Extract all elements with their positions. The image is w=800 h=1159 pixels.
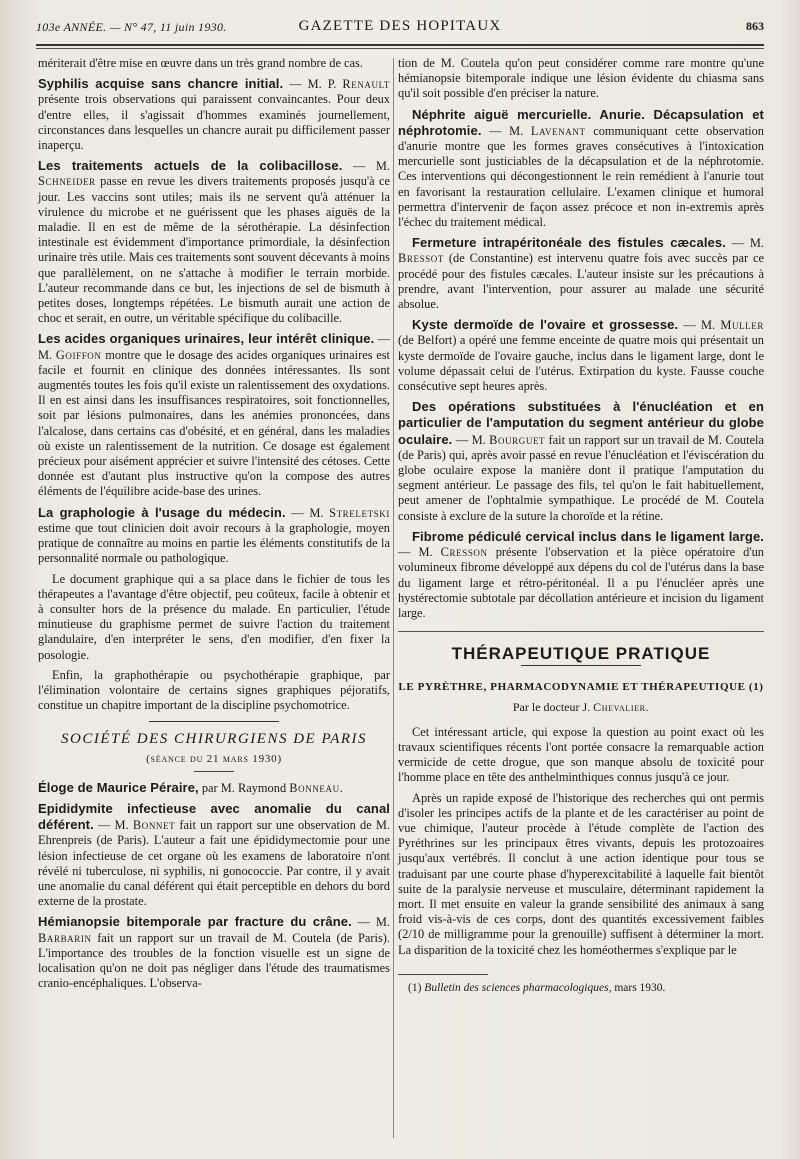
issue-info: 103e ANNÉE. — N° 47, 11 juin 1930.	[36, 20, 227, 34]
article-fibrome	[398, 529, 764, 621]
footnote-source: Bulletin des sciences pharmacologiques,	[424, 981, 612, 994]
article-body: fait un rapport sur un travail de M. Coutela (de Paris) qui, après avoir passé en revue l'énucléation et l'éviscération du globe oculaire expose la manière dont il pratique l'amputation du segment antérieur. Le passage des fils, tel qu'on le fait habituellement, peut amener de l'ophtalmie sympathique. Le procédé de M. Coutela consiste à exclure de la suture la choroïde et la rétine.	[398, 432, 764, 523]
author-name: Barbarin	[38, 930, 92, 945]
article-heading: Hémianopsie bitemporale par fracture du crâne.	[38, 914, 352, 930]
byline: — M.	[342, 159, 390, 174]
byline: — M. P.	[283, 77, 343, 92]
author-name: Streletski	[329, 505, 390, 520]
article-body: estime que tout clinicien doit avoir recours à la graphologie, moyen pratique de connaître au moins en partie les éléments constitutifs de la personnalité normale ou pathologique.	[38, 520, 390, 566]
author-name: Renault	[342, 77, 390, 92]
article-body: montre que le dosage des acides organiques urinaires est facile et fournit en clinique des données intéressantes. Ils sont augmentés toutes les fois qu'il existe un ralentissement des oxydations. Il en est ainsi dans les insuffisances respiratoires, soit fonctionnelles, soit par lésions pulmonaires, dans les anémies prononcées, dans l'alcalose, dans certains cas d'obésité, et en général, dans les maladies où existe un ralentissement de la nutrition. Ce dosage est également précieux pour aisément apprécier et suivre l'intensité des cétoses. Cette donnée est d'autant plus instructive qu'on la compose des autres éléments de l'équilibre acide-base des urines.	[38, 347, 391, 499]
footnote-number: (1)	[408, 981, 425, 994]
article-heading: Kyste dermoïde de l'ovaire et grossesse.	[412, 317, 679, 333]
article-heading: Syphilis acquise sans chancre initial.	[38, 76, 284, 92]
article-body: (de Belfort) a opéré une femme enceinte de quatre mois qui présentait un kyste dermoïde de l'ovaire gauche, inclus dans le ligament large, dont le volume dépassait celui de l'utérus. Extirpation du kyste. Fausse couche consécutive sept heures après.	[398, 333, 764, 394]
byline: — M.	[351, 915, 391, 930]
article-body: présente l'observation et la pièce opératoire d'un volumineux fibrome développé aux dépens du col de l'utérus dans la base du ligament large et rétro-péritonéal. Il a pu l'énucléer après une hystérectomie subtotale par décollation antérieure et incision du ligament large.	[398, 545, 764, 620]
article-title: LE PYRÈTHRE, PHARMACODYNAMIE ET THÉRAPEUTIQUE (1)	[398, 681, 764, 694]
article-body: fait un rapport sur un travail de M. Coutela (de Paris). L'importance des troubles de la fonction visuelle est un signe de localisation qu'on ne doit pas négliger dans l'étude des traumatismes cranio-encéphaliques. L'observa-	[38, 930, 390, 991]
footnote-rule	[398, 974, 488, 975]
article-eloge	[38, 780, 390, 796]
article-paragraph-2: Après un rapide exposé de l'historique des recherches qui ont permis d'isoler les principes actifs de la plante et de les caractériser au point de vue chimique, l'auteur procède à l'étude complète de l'action des Pyréthrines sur les principaux êtres vivants, depuis les protozoaires jusqu'aux vertébrés. Il conclut à une action identique pour tous se traduisant par une courte phase d'hyperexcitabilité à laquelle fait bientôt suite de la paralysie nerveuse et musculaire, déterminant rapidement la mort. Il met ensuite en valeur la grande sensibilité des animaux à sang froid vis-à-vis de ces corps, dont des quantités excessivement faibles (2/10 de milligramme pour la grenouille) suffisent à déterminer la mort. La disparition de la toxicité chez les homéothermes s'explique par le	[398, 790, 764, 957]
article-syphilis	[38, 76, 390, 153]
article-heading: Epididymite infectieuse avec anomalie du canal déférent.	[38, 800, 390, 833]
article-body: (de Constantine) est intervenu quatre fois avec succès par ce procédé pour des fistules cæcales. L'auteur insiste sur les précautions à prendre, avant l'intervention, pour assurer au malade une sécurité absolue.	[398, 251, 764, 312]
article-heading: Des opérations substituées à l'énucléation et en particulier de l'amputation du segment antérieur du globe oculaire.	[398, 399, 764, 447]
author-prefix: Par le docteur J.	[512, 699, 594, 714]
author-name: Muller	[720, 318, 764, 333]
byline: — M.	[725, 236, 765, 251]
section-rule	[149, 721, 279, 722]
byline: — M.	[398, 545, 441, 560]
author-name: Bourguet	[489, 432, 546, 447]
byline: — M.	[93, 818, 133, 833]
article-paragraph-1: Cet intéressant article, qui expose la question au point exact où les travaux scientifiques récents l'ont portée consacre la remarquable action vermicide de cette drogue, que son manque absolu de toxicité pour l'homme place en tête des anthelminthiques connus jusqu'à ce jour.	[398, 724, 764, 785]
article-heading: Éloge de Maurice Péraire,	[38, 779, 199, 795]
left-column	[38, 56, 390, 996]
section-title-rule	[521, 665, 641, 666]
article-heading: Fermeture intrapéritonéale des fistules cæcales.	[412, 235, 726, 251]
author-name: Bonneau.	[289, 780, 344, 795]
graphologie-paragraph-3: Enfin, la graphothérapie ou psychothérapie graphique, par l'élimination volontaire de certains signes graphiques péjoratifs, constitue un chapitre important de la discipline psychomotrice.	[38, 667, 390, 713]
author-name: Bonnet	[132, 818, 176, 833]
article-kyste	[398, 317, 764, 394]
right-column	[398, 56, 764, 996]
article-epididymite	[38, 801, 390, 909]
section-title: THÉRAPEUTIQUE PRATIQUE	[451, 644, 711, 664]
byline: — M.	[452, 432, 490, 447]
article-graphologie	[38, 505, 390, 567]
footnote-date: mars 1930.	[611, 981, 666, 994]
article-body: communiquant cette observation d'anurie montre que les formes graves consécutives à l'intoxication mercurielle sont justiciables de la décapsulation et de la néphrotomie. Ces interventions qui décongestionnent le rein remédient à l'anurie tout en favorisant la restauration cellulaire. L'examen clinique et humoral permettra d'intervenir de façon assez précoce et non in-extremis après l'échec du traitement médical.	[398, 123, 764, 230]
article-hemianopsie	[38, 914, 390, 991]
article-acides-organiques	[38, 331, 390, 499]
continued-paragraph: tion de M. Coutela qu'on peut considérer comme rare montre qu'une hémianopsie bitemporale indique une lésion évidente du chiasma sans qu'il soit possible d'en préciser la nature.	[398, 56, 764, 101]
journal-title: GAZETTE DES HOPITAUX	[298, 18, 502, 34]
continued-paragraph: mériterait d'être mise en œuvre dans un très grand nombre de cas.	[38, 56, 363, 70]
author-name: Lavenant	[530, 123, 586, 138]
article-heading: Fibrome pédiculé cervical inclus dans le ligament large.	[412, 528, 764, 544]
author-name: Bressot	[398, 251, 444, 266]
article-heading: Les acides organiques urinaires, leur intérêt clinique.	[38, 331, 375, 347]
byline: par M. Raymond	[198, 780, 290, 795]
author-name: Chevalier.	[593, 699, 650, 714]
graphologie-paragraph-2: Le document graphique qui a sa place dans le fichier de tous les thérapeutes a l'avantage d'être objectif, peu coûteux, facile à obtenir et à consulter hors de la présence du malade. En particulier, l'étude minutieuse du graphisme permet de suivre l'action du traitement glandulaire, d'en interpréter le sens, d'en modifier, d'en fixer la posologie.	[38, 571, 390, 662]
article-colibacillose	[38, 158, 390, 326]
page-number: 863	[746, 19, 764, 33]
author-name: Cresson	[440, 545, 488, 560]
section-small-rule	[194, 771, 234, 772]
author-name: Goiffon	[55, 347, 102, 362]
article-enucleation	[398, 399, 764, 524]
article-author	[398, 700, 764, 715]
session-date	[38, 752, 390, 767]
footnote	[398, 981, 764, 996]
article-heading: Néphrite aiguë mercurielle. Anurie. Décapsulation et néphrotomie.	[398, 106, 764, 138]
header-rule-thin	[36, 48, 764, 49]
byline: — M.	[285, 505, 330, 520]
byline: — M.	[481, 123, 531, 138]
article-heading: La graphologie à l'usage du médecin.	[38, 504, 286, 520]
article-heading: Les traitements actuels de la colibacillose.	[38, 158, 343, 174]
header-rule	[36, 44, 764, 46]
byline: — M.	[38, 332, 390, 362]
article-body: passe en revue les divers traitements proposés jusqu'à ce jour. Les vaccins sont utiles; mais ils ne servent qu'à atténuer la virulence du microbe et ne guérissent que les phases aiguës de la maladie. Il en est de même de la sérothérapie. La désinfection intestinale est évidemment d'importance primordiale, la désinfection urinaire très utile. Mais ces traitements sont souvent décevants à moins que parallèlement, on ne s'attache à modifier le terrain morbide. L'auteur recommande dans ce but, les injections de sel de bismuth à petites doses, longtemps répétées. Le bismuth aurait une action de choc et serait, en outre, un véritable spécifique du colibacille.	[38, 174, 391, 326]
author-name: Schneider	[38, 174, 96, 189]
page-header	[36, 18, 764, 40]
article-nephrite	[398, 107, 764, 231]
byline: — M.	[678, 318, 721, 333]
column-separator	[393, 58, 394, 1138]
session-date-text: (séance du 21 mars 1930)	[146, 752, 282, 765]
society-title: SOCIÉTÉ DES CHIRURGIENS DE PARIS	[60, 731, 368, 748]
article-body: fait un rapport sur une observation de M. Ehrenpreis (de Paris). L'auteur a fait une épididymectomie pour une lésion infectieuse de cet organe où les examens de laboratoire n'ont révélé ni tuberculose, ni syphilis, ni gonococcie. Par contre, il y avait une anomalie du canal déférent qui était perceptible en dehors du bord externe de la prostate.	[38, 818, 390, 909]
article-body: présente trois observations qui paraissent convaincantes. Pour deux d'entre elles, il s'agissait d'hommes examinés journellement, circonstances dans lesquelles un chancre aurait pu difficilement passer inaperçu.	[38, 92, 390, 153]
section-rule	[398, 631, 764, 632]
article-fistules	[398, 235, 764, 312]
